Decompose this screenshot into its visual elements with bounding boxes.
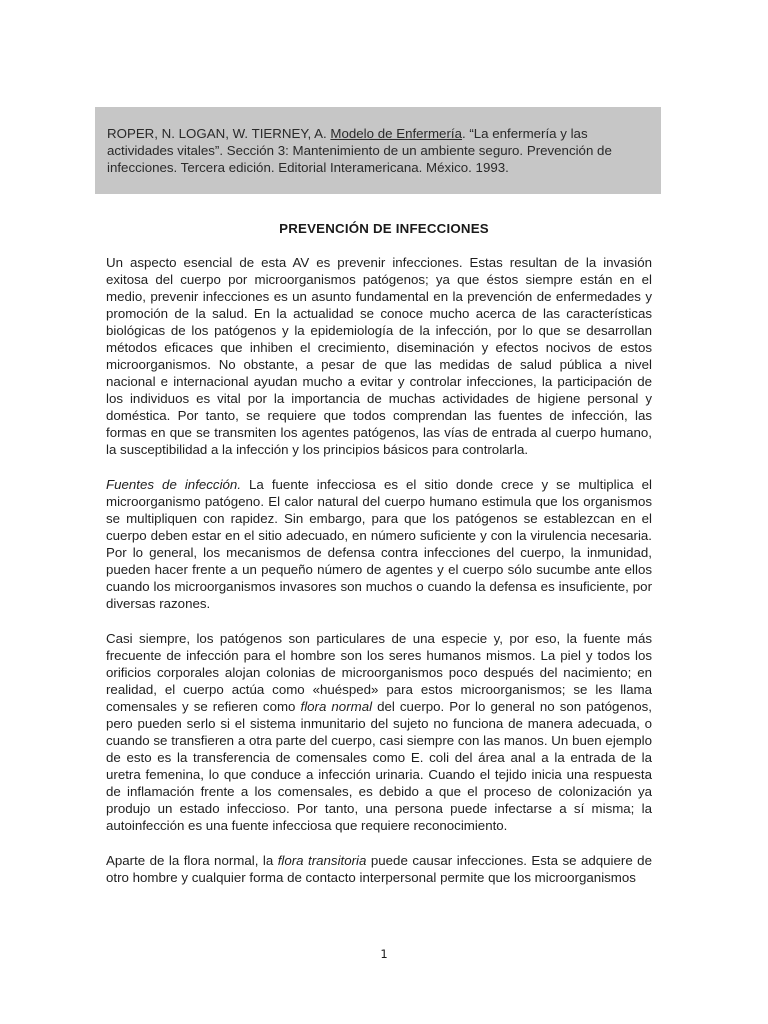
body-text [106, 254, 652, 904]
paragraph-sources-text: La fuente infecciosa es el sitio donde crece y se multiplica el microorganismo patógeno. El calor natural del cuerpo humano estimula que los organismos se multipliquen con rapidez. Sin embargo, para que los patógenos se establezcan en el cuerpo deben estar en el sitio adecuado, en número suficiente y con la virulencia necesaria. Por lo general, los mecanismos de defensa contra infecciones del cuerpo, la inmunidad, pueden hacer frente a un pequeño número de agentes y el cuerpo sólo sucumbe ante ellos cuando los microorganismos invasores son muchos o cuando la defensa es insuficiente, por diversas razones. [106, 477, 652, 611]
paragraph-transient-flora-term: flora transitoria [277, 853, 367, 868]
paragraph-normal-flora [106, 630, 652, 834]
citation-book-title: Modelo de Enfermería [330, 126, 462, 141]
citation-authors: ROPER, N. LOGAN, W. TIERNEY, A. [107, 126, 331, 141]
paragraph-normal-flora-text-a: Casi siempre, los patógenos son particulares de una especie y, por eso, la fuente más frecuente de infección para el hombre son los seres humanos mismos. La piel y todos los orificios corporales alojan colonias de microorganismos poco después del nacimiento; en realidad, el cuerpo actúa como «huésped» para estos microorganismos; se les llama comensales y se refieren como [106, 631, 652, 714]
section-heading: PREVENCIÓN DE INFECCIONES [279, 221, 489, 236]
citation-details: . “La enfermería y las actividades vitales”. Sección 3: Mantenimiento de un ambiente seguro. Prevención de infecciones. Tercera edición. Editorial Interamericana. México. 1993. [107, 126, 612, 175]
paragraph-sources-lead: Fuentes de infección. [106, 477, 242, 492]
paragraph-intro: Un aspecto esencial de esta AV es prevenir infecciones. Estas resultan de la invasión exitosa del cuerpo por microorganismos patógenos; ya que éstos siempre están en el medio, prevenir infecciones es un asunto fundamental en la prevención de enfermedades y promoción de la salud. En la actualidad se conoce mucho acerca de las características biológicas de los patógenos y la epidemiología de la infección, por lo que se desarrollan métodos eficaces que inhiben el crecimiento, diseminación y efectos nocivos de estos microorganismos. No obstante, a pesar de que las medidas de salud pública a nivel nacional e internacional ayudan mucho a evitar y controlar infecciones, la participación de los individuos es vital por la importancia de muchas actividades de higiene personal y doméstica. Por tanto, se requiere que todos comprendan las fuentes de infección, las formas en que se transmiten los agentes patógenos, las vías de entrada al cuerpo humano, la susceptibilidad a la infección y los principios básicos para controlarla. [106, 255, 652, 457]
citation-text [107, 125, 649, 176]
citation-box [95, 107, 661, 194]
paragraph-normal-flora-term: flora normal [300, 699, 373, 714]
paragraph-transient-flora-text-b: puede causar infecciones. Esta se adquiere de otro hombre y cualquier forma de contacto interpersonal permite que los microorganismos [106, 853, 652, 885]
paragraph-normal-flora-text-b: del cuerpo. Por lo general no son patógenos, pero pueden serlo si el sistema inmunitario del sujeto no funciona de manera adecuada, o cuando se transfieren a otra parte del cuerpo, casi siempre con las manos. Un buen ejemplo de esto es la transferencia de comensales como E. coli del área anal a la entrada de la uretra femenina, lo que conduce a infección urinaria. Cuando el tejido inicia una respuesta de inflamación frente a los comensales, es debido a que el proceso de colonización ya produjo un estado infeccioso. Por tanto, una persona puede infectarse a sí misma; la autoinfección es una fuente infecciosa que requiere reconocimiento. [106, 699, 652, 833]
paragraph-transient-flora-text-a: Aparte de la flora normal, la [106, 853, 278, 868]
paragraph-sources [106, 476, 652, 612]
page-number: 1 [380, 947, 388, 961]
paragraph-transient-flora [106, 852, 652, 886]
